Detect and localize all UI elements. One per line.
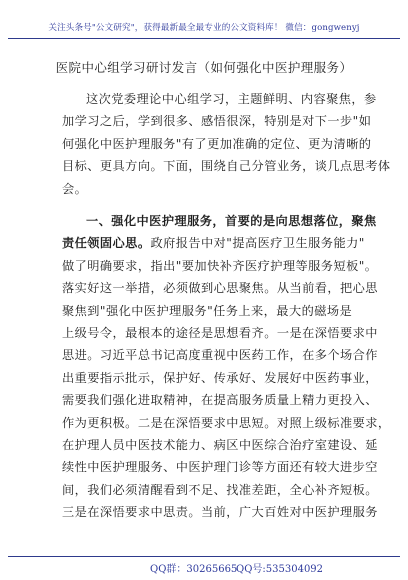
section-line: 做了明确要求，指出"要加快补齐医疗护理等服务短板"。 [62, 258, 378, 273]
section-line: 在护理人员中医技术能力、病区中医综合治疗室建设、延 [62, 437, 378, 452]
intro-paragraph [62, 88, 391, 200]
section-line: 上级号令，最根本的途径是思想看齐。一是在深悟要求中 [62, 325, 378, 340]
intro-line: 目标、更具方向。下面，围绕自己分管业务，谈几点思考体 [62, 159, 391, 174]
intro-line: 加学习之后，学到很多、感悟很深，特别是对下一步"如 [62, 114, 372, 129]
section-one-paragraph [62, 210, 391, 523]
section-line: 落实好这一举措，必须做到心思聚焦。从当前看，把心思 [62, 281, 378, 296]
document-title: 医院中心组学习研讨发言（如何强化中医护理服务） [55, 60, 353, 75]
section-first-line [62, 232, 365, 254]
section-line: 需要我们强化进取精神，在提高服务质量上精力更投入、 [62, 393, 378, 408]
section-line: 聚焦到"强化中医护理服务"任务上来，最大的磁场是 [62, 303, 353, 318]
section-line: 间，我们必须清醒看到不足、找准差距，全心补齐短板。 [62, 482, 378, 497]
footer-qq-group: QQ群：30265665 [150, 564, 238, 575]
section-line: 出重要指示批示，保护好、传承好、发展好中医药事业， [62, 370, 378, 385]
footer-bar [8, 556, 400, 575]
intro-line: 何强化中医护理服务"有了更加准确的定位、更为清晰的 [62, 136, 372, 151]
header-banner-text: 关注头条号"公文研究"，获得最新最全最专业的公文资料库！ 微信：gongwenyj [48, 23, 360, 33]
section-line: 作为更积极。二是在深悟要求中思短。对照上级标准要求， [62, 415, 391, 430]
intro-line: 这次党委理论中心组学习，主题鲜明、内容聚焦，参 [86, 92, 377, 106]
header-banner [8, 18, 400, 39]
section-heading-tail: 责任领固心思。 [62, 236, 151, 251]
intro-line: 会。 [62, 181, 88, 196]
section-line: 三是在深悟要求中思责。当前，广大百姓对中医护理服务 [62, 505, 378, 520]
footer-qq-number: QQ号:535304092 [236, 564, 324, 575]
section-line: 思进。习近平总书记高度重视中医药工作，在多个场合作 [62, 348, 378, 363]
section-first-line-rest: 政府报告中对"提高医疗卫生服务能力" [150, 236, 365, 251]
section-line: 续性中医护理服务、中医护理门诊等方面还有较大进步空 [62, 460, 378, 475]
section-heading-line: 一、强化中医护理服务，首要的是向思想落位，聚焦 [86, 214, 377, 228]
